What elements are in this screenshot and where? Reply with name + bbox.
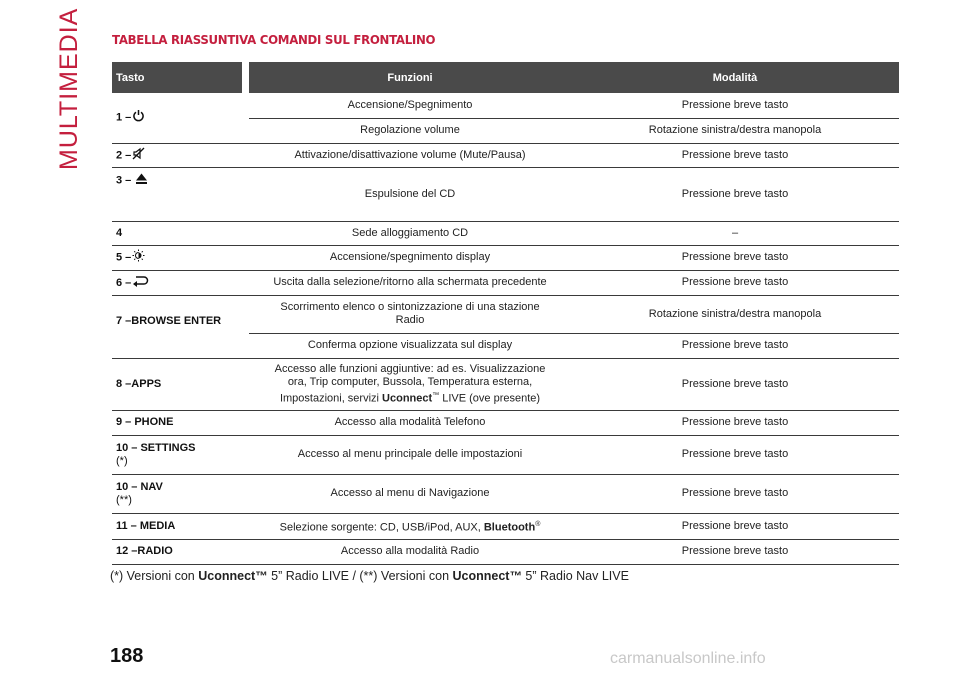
mute-icon <box>132 147 145 164</box>
mode-cell: Pressione breve tasto <box>571 245 899 270</box>
key-label: 3 – <box>116 173 132 186</box>
mode-cell: – <box>571 221 899 245</box>
section-side-label: MULTIMEDIA <box>55 7 83 170</box>
table-header-row <box>112 62 899 93</box>
function-cell: Accensione/spegnimento display <box>249 245 571 270</box>
table-row <box>112 245 899 270</box>
function-cell: Sede alloggiamento CD <box>249 221 571 245</box>
key-cell <box>112 93 249 143</box>
key-cell: 9 – PHONE <box>112 410 249 435</box>
key-cell: 10 – NAV (**) <box>112 474 249 513</box>
footnote: (*) Versioni con Uconnect™ 5” Radio LIVE / (**) Versioni con Uconnect™ 5” Radio Nav LIVE <box>110 569 629 583</box>
mode-cell: Pressione breve tasto <box>571 143 899 167</box>
table-row <box>112 270 899 295</box>
key-cell: 8 –APPS <box>112 358 249 410</box>
table-row <box>112 410 899 435</box>
key-cell: 10 – SETTINGS (*) <box>112 435 249 474</box>
key-cell <box>112 270 249 295</box>
mode-cell: Rotazione sinistra/destra manopola <box>571 295 899 333</box>
table-row <box>112 167 899 221</box>
function-cell: Selezione sorgente: CD, USB/iPod, AUX, Bluetooth® <box>249 513 571 539</box>
table-row <box>112 295 899 333</box>
mode-cell: Pressione breve tasto <box>571 513 899 539</box>
header-modalita: Modalità <box>571 62 899 93</box>
mode-cell: Pressione breve tasto <box>571 93 899 118</box>
function-cell: Accesso al menu principale delle impostazioni <box>249 435 571 474</box>
table-row <box>112 358 899 410</box>
key-cell: 4 <box>112 221 249 245</box>
key-label: 6 – <box>116 276 132 289</box>
key-label: 1 – <box>116 111 132 124</box>
mode-cell: Pressione breve tasto <box>571 167 899 221</box>
watermark: carmanualsonline.info <box>610 650 766 667</box>
table-row <box>112 539 899 564</box>
commands-table <box>112 62 899 565</box>
table-title: TABELLA RIASSUNTIVA COMANDI SUL FRONTALINO <box>112 33 436 47</box>
header-tasto: Tasto <box>112 62 249 93</box>
function-cell: Attivazione/disattivazione volume (Mute/Pausa) <box>249 143 571 167</box>
key-cell: 7 –BROWSE ENTER <box>112 295 249 358</box>
key-cell <box>112 143 249 167</box>
table-row <box>112 474 899 513</box>
key-cell <box>112 245 249 270</box>
display-icon <box>132 249 145 266</box>
mode-cell: Pressione breve tasto <box>571 435 899 474</box>
function-cell: Scorrimento elenco o sintonizzazione di una stazione Radio <box>249 295 571 333</box>
eject-icon <box>135 172 148 189</box>
function-cell: Conferma opzione visualizzata sul display <box>249 333 571 358</box>
mode-cell: Pressione breve tasto <box>571 358 899 410</box>
mode-cell: Pressione breve tasto <box>571 474 899 513</box>
function-cell: Accesso alle funzioni aggiuntive: ad es. Visualizzazione ora, Trip computer, Bussola, Temperatura esterna, Impostazioni, servizi Uconnect™ LIVE (ove presente) <box>249 358 571 410</box>
table-row <box>112 93 899 118</box>
key-cell: 11 – MEDIA <box>112 513 249 539</box>
key-cell <box>112 167 249 221</box>
table-row <box>112 143 899 167</box>
table-row <box>112 513 899 539</box>
back-icon <box>132 275 150 291</box>
function-cell: Accensione/Spegnimento <box>249 93 571 118</box>
function-cell: Regolazione volume <box>249 118 571 143</box>
mode-cell: Pressione breve tasto <box>571 539 899 564</box>
mode-cell: Rotazione sinistra/destra manopola <box>571 118 899 143</box>
header-funzioni: Funzioni <box>249 62 571 93</box>
key-label: 5 – <box>116 251 132 264</box>
page-number: 188 <box>110 645 144 667</box>
mode-cell: Pressione breve tasto <box>571 270 899 295</box>
power-icon <box>132 109 145 126</box>
function-cell: Uscita dalla selezione/ritorno alla schermata precedente <box>249 270 571 295</box>
key-cell: 12 –RADIO <box>112 539 249 564</box>
mode-cell: Pressione breve tasto <box>571 410 899 435</box>
table-row <box>112 221 899 245</box>
function-cell: Accesso alla modalità Radio <box>249 539 571 564</box>
mode-cell: Pressione breve tasto <box>571 333 899 358</box>
key-label: 2 – <box>116 148 132 161</box>
function-cell: Accesso alla modalità Telefono <box>249 410 571 435</box>
function-cell: Accesso al menu di Navigazione <box>249 474 571 513</box>
table-row <box>112 435 899 474</box>
function-cell: Espulsione del CD <box>249 167 571 221</box>
